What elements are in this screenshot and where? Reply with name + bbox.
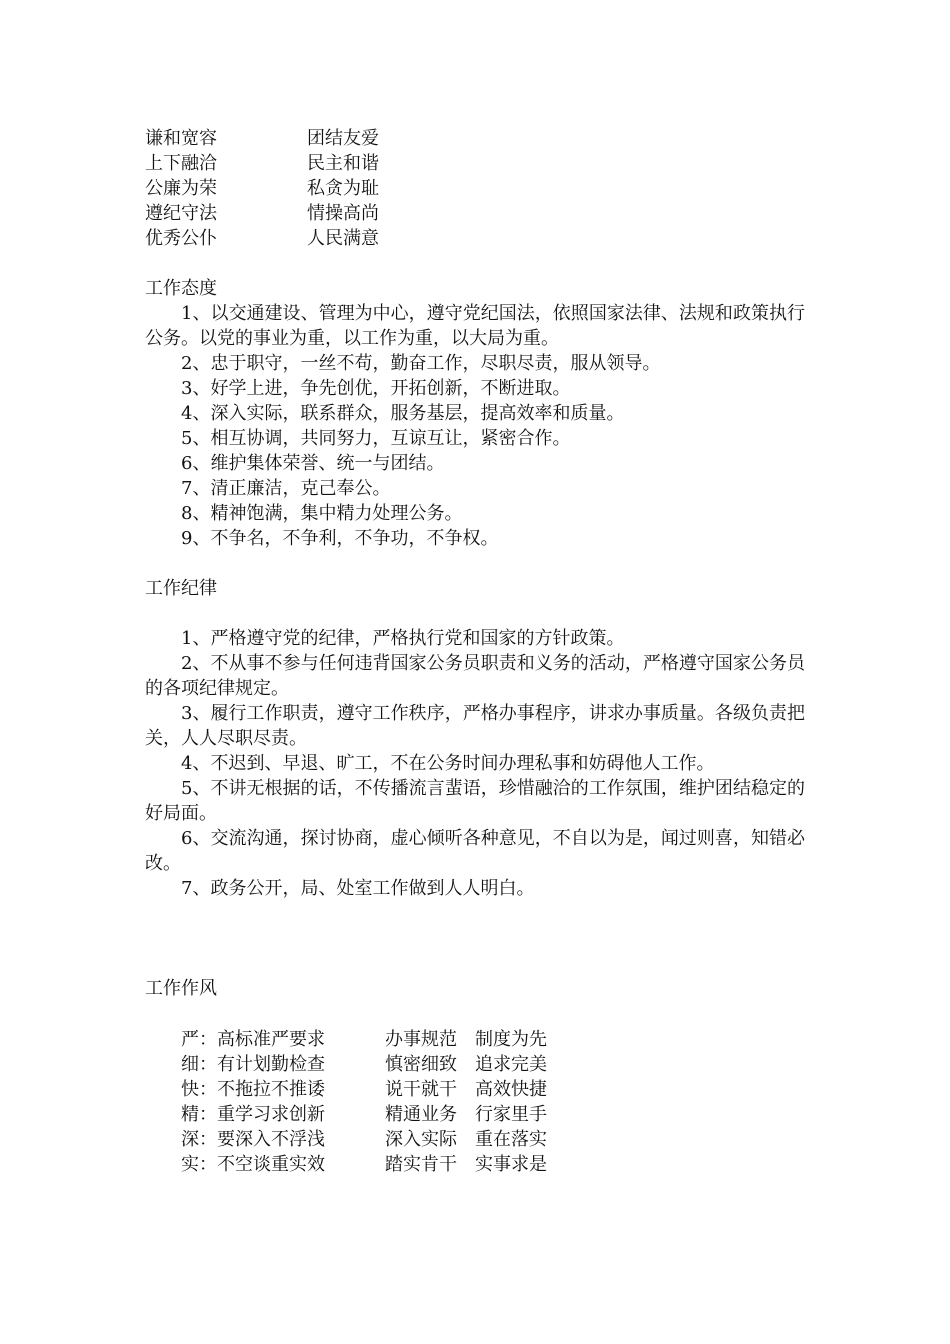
motto-right: 私贪为耻 (307, 178, 379, 199)
style-mid: 说干就干 (385, 1079, 457, 1100)
style-section (145, 976, 805, 1177)
style-row (145, 1027, 805, 1052)
motto-right: 团结友爱 (307, 128, 379, 149)
motto-left: 优秀公仆 (145, 228, 217, 249)
discipline-item: 4、不迟到、早退、旷工，不在公务时间办理私事和妨碍他人工作。 (181, 753, 715, 774)
discipline-item: 5、不讲无根据的话，不传播流言蜚语，珍惜融洽的工作氛围，维护团结稳定的好局面。 (145, 778, 805, 824)
attitude-item: 7、清正廉洁，克己奉公。 (181, 478, 391, 499)
motto-section (145, 126, 805, 251)
style-end: 制度为先 (475, 1029, 547, 1050)
motto-right: 民主和谐 (307, 153, 379, 174)
attitude-item: 8、精神饱满，集中精力处理公务。 (181, 503, 463, 524)
attitude-item: 9、不争名，不争利，不争功，不争权。 (181, 528, 499, 549)
discipline-item: 6、交流沟通，探讨协商，虚心倾听各种意见，不自以为是，闻过则喜，知错必改。 (145, 828, 805, 874)
style-mid: 精通业务 (385, 1104, 457, 1125)
discipline-heading: 工作纪律 (145, 578, 217, 599)
attitude-item: 6、维护集体荣誉、统一与团结。 (181, 453, 445, 474)
attitude-item: 5、相互协调，共同努力，互谅互让，紧密合作。 (181, 428, 571, 449)
style-mid: 深入实际 (385, 1129, 457, 1150)
style-lead: 细：有计划勤检查 (181, 1054, 325, 1075)
motto-right: 情操高尚 (307, 203, 379, 224)
attitude-item: 4、深入实际，联系群众，服务基层，提高效率和质量。 (181, 403, 625, 424)
style-mid: 踏实肯干 (385, 1154, 457, 1175)
discipline-item: 1、严格遵守党的纪律，严格执行党和国家的方针政策。 (181, 628, 625, 649)
motto-left: 上下融洽 (145, 153, 217, 174)
motto-row (145, 176, 805, 201)
motto-row (145, 151, 805, 176)
style-end: 追求完美 (475, 1054, 547, 1075)
motto-left: 公廉为荣 (145, 178, 217, 199)
style-mid: 慎密细致 (385, 1054, 457, 1075)
style-heading: 工作作风 (145, 978, 217, 999)
attitude-item: 3、好学上进，争先创优，开拓创新，不断进取。 (181, 378, 571, 399)
discipline-item: 7、政务公开，局、处室工作做到人人明白。 (181, 878, 535, 899)
style-lead: 深：要深入不浮浅 (181, 1129, 325, 1150)
style-end: 重在落实 (475, 1129, 547, 1150)
attitude-section (145, 276, 805, 551)
motto-left: 遵纪守法 (145, 203, 217, 224)
style-end: 实事求是 (475, 1154, 547, 1175)
style-end: 高效快捷 (475, 1079, 547, 1100)
style-row (145, 1052, 805, 1077)
style-mid: 办事规范 (385, 1029, 457, 1050)
motto-row (145, 126, 805, 151)
discipline-section (145, 576, 805, 901)
motto-left: 谦和宽容 (145, 128, 217, 149)
style-row (145, 1102, 805, 1127)
style-lead: 实：不空谈重实效 (181, 1154, 325, 1175)
style-lead: 严：高标准严要求 (181, 1029, 325, 1050)
attitude-item: 1、以交通建设、管理为中心，遵守党纪国法，依照国家法律、法规和政策执行公务。以党的事业为重，以工作为重，以大局为重。 (145, 303, 805, 349)
attitude-heading: 工作态度 (145, 278, 217, 299)
discipline-item: 2、不从事不参与任何违背国家公务员职责和义务的活动，严格遵守国家公务员的各项纪律规定。 (145, 653, 805, 699)
attitude-item: 2、忠于职守，一丝不苟，勤奋工作，尽职尽责，服从领导。 (181, 353, 661, 374)
motto-row (145, 226, 805, 251)
style-row (145, 1077, 805, 1102)
style-row (145, 1127, 805, 1152)
document-body (145, 126, 805, 1177)
style-end: 行家里手 (475, 1104, 547, 1125)
style-row (145, 1152, 805, 1177)
style-lead: 快：不拖拉不推诿 (181, 1079, 325, 1100)
motto-right: 人民满意 (307, 228, 379, 249)
motto-row (145, 201, 805, 226)
style-lead: 精：重学习求创新 (181, 1104, 325, 1125)
discipline-item: 3、履行工作职责，遵守工作秩序，严格办事程序，讲求办事质量。各级负责把关，人人尽职尽责。 (145, 703, 805, 749)
